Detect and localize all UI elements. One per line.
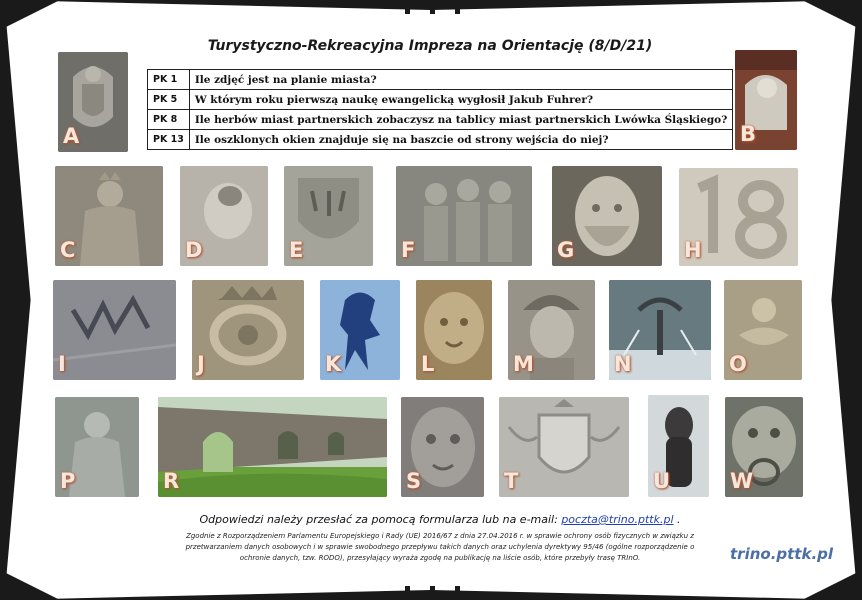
top-dots [405, 9, 460, 14]
question-code: PK 1 [148, 70, 190, 90]
photo-k [320, 280, 400, 380]
photo-r [158, 397, 387, 497]
questions-table [147, 69, 733, 150]
photo-letter: F [401, 238, 416, 262]
photo-g [552, 166, 662, 266]
photo-letter: P [60, 469, 76, 493]
photo-letter: W [730, 469, 754, 493]
photo-p [55, 397, 139, 497]
photo-e [284, 166, 373, 266]
photo-letter: A [63, 124, 80, 148]
photo-c [55, 166, 163, 266]
frame-corner-tl [0, 0, 60, 30]
answer-text-end: . [673, 513, 681, 526]
photo-letter: I [58, 352, 66, 376]
question-row [148, 130, 733, 150]
question-code: PK 8 [148, 110, 190, 130]
photo-letter: O [729, 352, 747, 376]
photo-t [499, 397, 629, 497]
question-row [148, 110, 733, 130]
photo-w [725, 397, 803, 497]
photo-letter: J [197, 352, 205, 376]
photo-letter: N [614, 352, 632, 376]
photo-h [679, 168, 798, 266]
site-link[interactable]: trino.pttk.pl [730, 545, 834, 563]
photo-letter: R [163, 469, 180, 493]
photo-j [192, 280, 304, 380]
photo-letter: H [684, 238, 702, 262]
email-link[interactable]: poczta@trino.pttk.pl [561, 513, 674, 526]
answer-text: Odpowiedzi należy przesłać za pomocą formularza lub na e-mail: [199, 513, 562, 526]
question-code: PK 13 [148, 130, 190, 150]
frame-corner-bl [0, 570, 60, 600]
photo-letter: K [325, 352, 342, 376]
photo-b [735, 50, 797, 150]
photo-letter: D [185, 238, 203, 262]
photo-i [53, 280, 176, 380]
question-text: W którym roku pierwszą naukę ewangelicką wygłosił Jakub Fuhrer? [189, 90, 732, 110]
frame-corner-tr [802, 0, 862, 30]
question-code: PK 5 [148, 90, 190, 110]
bottom-dots [405, 586, 460, 591]
photo-letter: T [504, 469, 519, 493]
photo-f [396, 166, 532, 266]
photo-m [508, 280, 595, 380]
photo-u [648, 395, 709, 497]
event-title: Turystyczno-Rekreacyjna Impreza na Orientację (8/D/21) [207, 38, 653, 54]
photo-a [58, 52, 128, 152]
photo-d [180, 166, 268, 266]
answer-instructions [150, 513, 730, 526]
right-dots [840, 282, 845, 315]
frame-corner-br [802, 570, 862, 600]
left-dots [17, 282, 22, 315]
gdpr-notice: Zgodnie z Rozporządzeniem Parlamentu Europejskiego i Rady (UE) 2016/67 z dnia 27.04.2016 r. w sprawie ochrony osób fizycznych w związku z przetwarzaniem danych osobowych i w sprawie swobodnego przepływu takich danych oraz uchylenia dyrektywy 95/46 (ogólne rozporządzenie o ochronie danych, tzw. RODO), przesyłający wyraża zgodę na publikację na liście osób, które przebyły trasę TRInO. [185, 532, 695, 562]
photo-letter: C [60, 238, 76, 262]
photo-l [416, 280, 492, 380]
photo-letter: S [406, 469, 422, 493]
question-row [148, 90, 733, 110]
frame-top [0, 0, 862, 40]
photo-o [724, 280, 802, 380]
photo-letter: L [421, 352, 435, 376]
photo-letter: G [557, 238, 575, 262]
photo-letter: E [289, 238, 304, 262]
photo-letter: B [740, 122, 757, 146]
question-row [148, 70, 733, 90]
question-text: Ile oszklonych okien znajduje się na baszcie od strony wejścia do niej? [189, 130, 732, 150]
photo-s [401, 397, 484, 497]
photo-n [609, 280, 711, 380]
photo-letter: U [653, 469, 671, 493]
frame-bottom [0, 560, 862, 600]
photo-letter: M [513, 352, 534, 376]
question-text: Ile zdjęć jest na planie miasta? [189, 70, 732, 90]
question-text: Ile herbów miast partnerskich zobaczysz na tablicy miast partnerskich Lwówka Śląskiego? [189, 110, 732, 130]
